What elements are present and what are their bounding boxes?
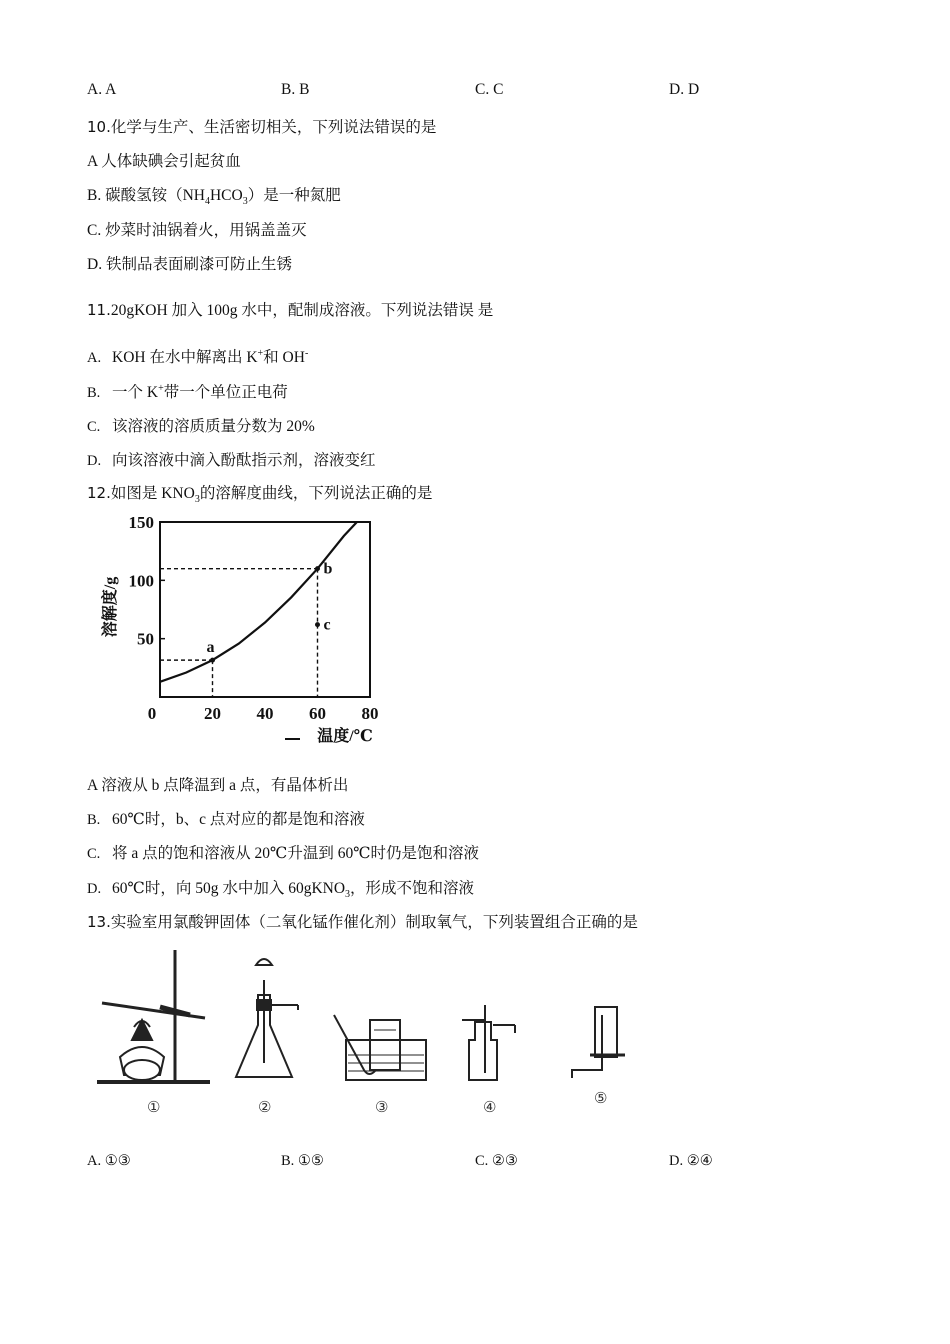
q11-option-b-label: B. [87, 385, 101, 401]
q13-number: 13. [87, 913, 111, 931]
apparatus-2-flask [236, 959, 298, 1077]
q13-stem [87, 910, 638, 932]
q10-option-b-mid: HCO [209, 187, 243, 204]
q11-option-a-label: A. [87, 350, 102, 366]
q10-stem [87, 115, 436, 137]
q10-option-d: D. 铁制品表面刷漆可防止生锈 [87, 256, 292, 273]
q12-stem [87, 481, 432, 505]
apparatus-label-5: ⑤ [594, 1091, 608, 1107]
q12-number: 12. [87, 484, 111, 502]
y-tick-label: 150 [128, 513, 154, 532]
q11-option-c [87, 414, 315, 436]
apparatus-label-4: ④ [483, 1100, 497, 1116]
q10-stem-text: 化学与生产、生活密切相关，下列说法错误的是 [110, 119, 437, 136]
y-tick-label: 50 [137, 629, 154, 649]
apparatus-1-heating [97, 950, 210, 1082]
q10-option-a: A 人体缺碘会引起贫血 [87, 153, 241, 170]
q12-stem-pre: 如图是 KNO [110, 485, 195, 502]
q11-option-c-text: 该溶液的溶质质量分数为 20% [112, 418, 315, 435]
apparatus-3-water-trough [334, 1015, 426, 1080]
apparatus-5-jar [572, 1007, 625, 1078]
apparatus-label-1: ① [147, 1100, 161, 1116]
q11-stem [87, 298, 493, 320]
q9-option-d: D. D [669, 81, 700, 98]
apparatus-figure [90, 945, 650, 1120]
y-axis-label: 溶解度/g [102, 576, 119, 638]
point-c [315, 622, 320, 627]
q13-stem-text: 实验室用氯酸钾固体（二氧化锰作催化剂）制取氧气，下列装置组合正确的是 [110, 914, 638, 931]
q11-option-b-post: 带一个单位正电荷 [163, 384, 288, 401]
apparatus-label-3: ③ [375, 1100, 389, 1116]
q10-option-b-sub1: 4 [204, 196, 210, 208]
q11-option-a [87, 345, 308, 367]
q13-option-d: D. ②④ [669, 1153, 713, 1169]
q9-option-c: C. C [475, 81, 504, 98]
q12-option-b-label: B. [87, 812, 101, 828]
q12-option-d [87, 876, 474, 900]
apparatus-label-2: ② [258, 1100, 272, 1116]
x-tick-label: 0 [147, 704, 157, 723]
q10-option-b-sub2: 3 [242, 196, 248, 208]
q11-option-a-sup1: + [257, 347, 264, 359]
q12-option-d-post: ，形成不饱和溶液 [350, 880, 475, 897]
apparatus-4-bottle [462, 1005, 515, 1080]
point-label-c: c [323, 616, 331, 634]
q10-option-c: C. 炒菜时油锅着火，用锅盖盖灭 [87, 222, 307, 239]
q12-option-b [87, 807, 365, 829]
x-tick-label: 80 [361, 704, 379, 723]
q11-number: 11. [87, 301, 111, 319]
q11-option-c-label: C. [87, 419, 101, 435]
kno3-solubility-curve [160, 522, 357, 682]
q12-option-d-label: D. [87, 881, 102, 897]
q10-option-b-post: ）是一种氮肥 [247, 187, 341, 204]
q12-option-b-text: 60℃时，b、c 点对应的都是饱和溶液 [112, 811, 365, 828]
q11-option-a-sup2: - [304, 347, 309, 359]
q12-option-a: A 溶液从 b 点降温到 a 点，有晶体析出 [87, 777, 349, 794]
q12-option-c-text: 将 a 点的饱和溶液从 20℃升温到 60℃时仍是饱和溶液 [112, 845, 480, 862]
point-b [315, 566, 320, 571]
solubility-chart [95, 512, 395, 747]
q9-option-b: B. B [281, 81, 310, 98]
q11-stem-text: 20gKOH 加入 100g 水中，配制成溶液。下列说法错误 是 [110, 302, 494, 319]
q11-option-d-label: D. [87, 453, 102, 469]
point-label-a: a [206, 639, 215, 657]
q11-option-a-mid: 和 OH [263, 349, 305, 366]
q11-option-d [87, 448, 376, 470]
q13-option-c: C. ②③ [475, 1153, 518, 1169]
x-tick-label: 60 [309, 704, 326, 723]
x-tick-label: 20 [204, 704, 221, 723]
q11-option-b-pre: 一个 K [112, 384, 159, 401]
q11-option-a-pre: KOH 在水中解离出 K [112, 349, 258, 366]
point-label-b: b [323, 560, 333, 578]
q12-stem-sub: 3 [194, 494, 200, 506]
q11-option-b [87, 380, 288, 402]
q12-option-d-pre: 60℃时，向 50g 水中加入 60gKNO [112, 880, 346, 897]
q12-option-c [87, 841, 479, 863]
q10-option-b [87, 183, 341, 207]
x-tick-label: 40 [256, 704, 274, 723]
q11-option-b-sup: + [158, 382, 164, 394]
q12-option-d-sub: 3 [345, 889, 351, 901]
q12-stem-post: 的溶解度曲线，下列说法正确的是 [199, 485, 433, 502]
q12-option-c-label: C. [87, 846, 101, 862]
q11-option-d-text: 向该溶液中滴入酚酞指示剂，溶液变红 [112, 452, 376, 469]
q10-number: 10. [87, 118, 111, 136]
q13-option-a: A. ①③ [87, 1153, 131, 1169]
q10-option-b-pre: B. 碳酸氢铵（NH [87, 187, 205, 204]
point-a [210, 658, 215, 663]
q9-option-a: A. A [87, 81, 117, 98]
q13-option-b: B. ①⑤ [281, 1153, 324, 1169]
y-tick-label: 100 [128, 571, 154, 591]
x-axis-label: 温度/℃ [317, 728, 373, 745]
